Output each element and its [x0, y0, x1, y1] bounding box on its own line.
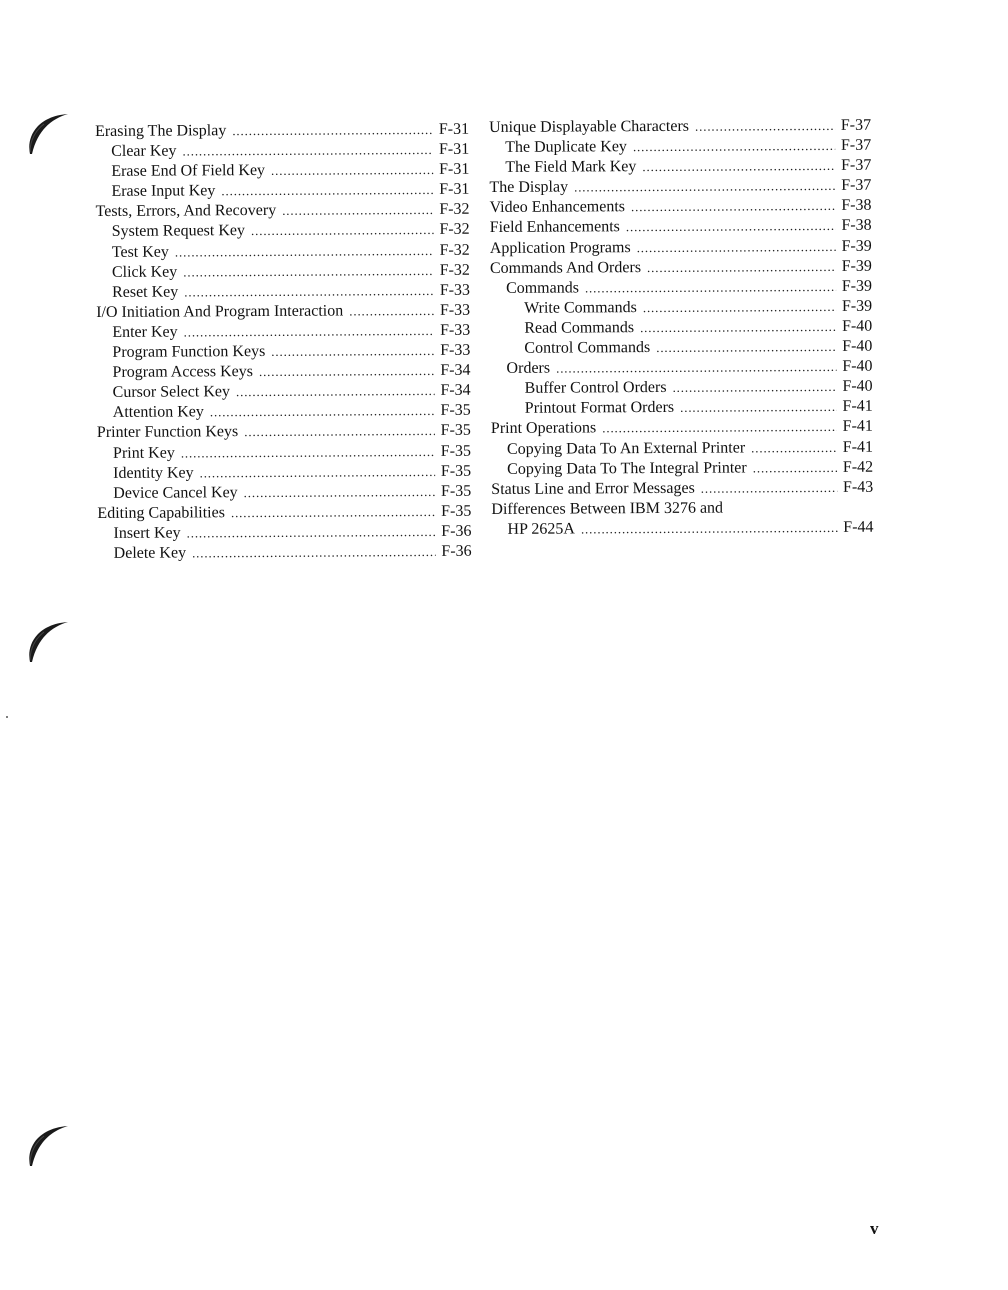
toc-entry[interactable]: [97, 501, 471, 523]
punch-hole-mark: [24, 618, 72, 664]
toc-entry-title: Field Enhancements: [489, 218, 620, 237]
toc-dot-leader: [183, 261, 434, 283]
toc-entry-page: F-33: [439, 301, 471, 319]
toc-entry-title: Program Function Keys: [112, 342, 266, 361]
toc-entry[interactable]: [490, 216, 872, 238]
toc-entry-title: Status Line and Error Messages: [491, 479, 695, 498]
toc-entry-title: Enter Key: [112, 323, 178, 341]
toc-entry-title: Erasing The Display: [95, 122, 227, 140]
toc-entry-page: F-32: [439, 221, 470, 239]
toc-entry-page: F-31: [438, 140, 470, 158]
toc-entry-title: Reset Key: [111, 283, 179, 301]
toc-dot-leader: [221, 180, 433, 201]
toc-entry[interactable]: [96, 240, 470, 262]
toc-dot-leader: [231, 502, 435, 523]
toc-entry-page: F-42: [842, 458, 874, 476]
toc-entry-page: F-36: [441, 542, 472, 560]
toc-entry-page: F-31: [438, 120, 470, 138]
toc-entry[interactable]: [97, 461, 471, 483]
toc-dot-leader: [753, 457, 837, 478]
toc-entry[interactable]: [96, 321, 470, 343]
toc-entry-page: F-39: [841, 257, 872, 275]
toc-entry-title: Print Operations: [490, 419, 597, 438]
toc-dot-leader: [602, 417, 837, 438]
toc-dot-leader: [200, 462, 435, 483]
toc-column-left: [95, 120, 472, 564]
toc-dot-leader: [232, 120, 433, 141]
toc-entry-title: Program Access Keys: [112, 363, 254, 382]
toc-dot-leader: [184, 281, 434, 303]
toc-dot-leader: [182, 140, 433, 162]
toc-entry[interactable]: [489, 116, 871, 138]
toc-dot-leader: [751, 437, 837, 458]
toc-entry[interactable]: [490, 317, 872, 339]
toc-entry-page: F-40: [842, 377, 873, 396]
toc-entry-title: Attention Key: [112, 403, 204, 422]
toc-entry[interactable]: [490, 276, 872, 298]
toc-entry-page: F-39: [841, 277, 873, 295]
toc-entry-page: F-33: [439, 321, 471, 339]
toc-entry-page: F-41: [842, 397, 873, 416]
toc-entry-page: F-37: [840, 116, 872, 134]
toc-entry-page: F-37: [841, 156, 872, 175]
toc-entry-title: Copying Data To The Integral Printer: [507, 459, 747, 478]
toc-entry-title: Commands And Orders: [489, 258, 642, 277]
toc-entry-page: F-41: [842, 418, 873, 436]
toc-dot-leader: [175, 240, 434, 262]
toc-dot-leader: [637, 236, 836, 257]
toc-entry[interactable]: [490, 256, 872, 278]
toc-entry-page: F-39: [841, 297, 873, 315]
toc-entry-page: F-32: [439, 261, 470, 279]
toc-entry-page: F-32: [439, 201, 470, 219]
toc-entry[interactable]: [491, 417, 873, 439]
toc-entry[interactable]: [97, 441, 471, 463]
toc-entry[interactable]: [491, 437, 873, 459]
toc-dot-leader: [184, 321, 435, 343]
toc-entry-title: Print Key: [112, 444, 175, 462]
punch-hole-mark: [24, 1122, 72, 1168]
toc-dot-leader: [210, 401, 435, 422]
toc-entry-page: F-34: [440, 381, 471, 400]
toc-dot-leader: [259, 361, 434, 382]
toc-dot-leader: [181, 441, 435, 463]
toc-dot-leader: [680, 397, 837, 418]
toc-entry-page: F-31: [439, 160, 470, 179]
toc-entry[interactable]: [489, 196, 871, 218]
toc-entry-title: Cursor Select Key: [112, 383, 231, 402]
toc-entry-title: Commands: [505, 279, 579, 297]
toc-dot-leader: [271, 160, 433, 181]
toc-entry-title: Control Commands: [524, 339, 651, 357]
toc-entry[interactable]: [96, 341, 470, 363]
toc-dot-leader: [581, 518, 837, 540]
toc-entry[interactable]: [491, 377, 873, 399]
toc-entry[interactable]: [491, 518, 873, 540]
toc-dot-leader: [251, 220, 434, 241]
toc-dot-leader: [187, 522, 436, 544]
toc-entry-page: F-35: [440, 442, 472, 460]
toc-dot-leader: [585, 277, 836, 299]
toc-entry[interactable]: [96, 220, 470, 242]
toc-entry-page: F-31: [439, 180, 470, 199]
toc-entry-page: F-35: [440, 462, 472, 480]
toc-dot-leader: [192, 542, 435, 563]
toc-entry-page: F-37: [840, 136, 872, 154]
toc-dot-leader: [633, 136, 835, 157]
toc-entry-title: Unique Displayable Characters: [489, 117, 690, 136]
toc-entry-title: Insert Key: [113, 524, 181, 542]
toc-entry-title: Click Key: [111, 263, 178, 281]
toc-entry[interactable]: [490, 236, 872, 258]
toc-entry[interactable]: [96, 361, 470, 383]
toc-entry-title: Differences Between IBM 3276 and: [491, 499, 724, 518]
toc-entry[interactable]: [97, 522, 471, 544]
toc-entry-title: Write Commands: [524, 298, 637, 317]
toc-entry-title: I/O Initiation And Program Interaction: [96, 302, 344, 321]
toc-entry[interactable]: [95, 140, 469, 162]
toc-entry-title: HP 2625A: [507, 520, 575, 538]
toc-dot-leader: [574, 176, 835, 198]
toc-entry-page: F-35: [441, 502, 472, 520]
toc-entry[interactable]: [95, 120, 469, 142]
toc-entry[interactable]: [491, 477, 873, 499]
toc-dot-leader: [236, 381, 435, 402]
toc-entry-title: Device Cancel Key: [113, 483, 238, 502]
toc-entry-title: Buffer Control Orders: [524, 379, 667, 398]
toc-entry-page: F-40: [841, 317, 873, 335]
toc-entry-title: Erase Input Key: [111, 182, 216, 201]
toc-entry-title: Printer Function Keys: [96, 423, 239, 442]
toc-entry-title: The Display: [489, 178, 569, 197]
toc-dot-leader: [642, 156, 835, 177]
toc-entry-page: F-38: [841, 217, 872, 235]
toc-entry-title: Copying Data To An External Printer: [506, 438, 746, 458]
toc-entry-title: Erase End Of Field Key: [111, 162, 266, 181]
toc-dot-leader: [556, 357, 836, 379]
toc-entry[interactable]: [97, 401, 471, 423]
toc-entry-page: F-40: [842, 337, 873, 355]
toc-entry-page: F-39: [841, 237, 872, 255]
toc-dot-leader: [631, 196, 835, 217]
toc-entry-page: F-35: [440, 402, 471, 420]
toc-entry-page: F-32: [439, 241, 470, 259]
toc-entry-title: The Field Mark Key: [505, 158, 637, 177]
punch-hole-mark: [24, 110, 72, 156]
toc-entry-page: F-41: [842, 438, 874, 456]
scan-speck: [6, 716, 8, 718]
toc-entry[interactable]: [95, 180, 469, 202]
toc-entry[interactable]: [98, 542, 472, 564]
toc-column-right: [489, 116, 874, 540]
toc-dot-leader: [640, 317, 836, 338]
toc-entry-page: F-37: [841, 176, 872, 195]
toc-entry-title: Read Commands: [524, 319, 635, 337]
toc-entry-page: F-43: [842, 478, 874, 496]
toc-entry[interactable]: [96, 280, 470, 302]
toc-entry[interactable]: [489, 176, 871, 198]
toc-entry[interactable]: [97, 421, 471, 443]
toc-entry-title: The Duplicate Key: [505, 138, 627, 156]
toc-entry[interactable]: [95, 200, 469, 222]
toc-entry-title: Video Enhancements: [489, 198, 626, 217]
toc-entry-page: F-35: [440, 482, 472, 500]
toc-entry-title: Orders: [506, 359, 551, 378]
toc-entry[interactable]: [491, 397, 873, 419]
toc-entry[interactable]: [491, 457, 873, 479]
toc-entry-title: Delete Key: [113, 544, 187, 562]
toc-entry[interactable]: [95, 160, 469, 182]
toc-dot-leader: [349, 301, 434, 322]
toc-entry-page: F-33: [439, 281, 471, 299]
toc-dot-leader: [643, 297, 836, 318]
toc-entry-page: F-35: [440, 422, 471, 440]
toc-dot-leader: [244, 482, 435, 503]
toc-dot-leader: [656, 337, 836, 358]
page-number: v: [870, 1219, 879, 1238]
toc-entry-title: Tests, Errors, And Recovery: [95, 202, 277, 221]
toc-dot-leader: [271, 341, 434, 362]
toc-entry-title: Clear Key: [111, 142, 177, 160]
toc-entry[interactable]: [97, 381, 471, 403]
toc-entry[interactable]: [491, 497, 873, 519]
toc-entry-page: F-40: [842, 357, 873, 375]
toc-entry[interactable]: [97, 481, 471, 503]
toc-dot-leader: [282, 200, 433, 221]
toc-dot-leader: [626, 216, 836, 237]
toc-entry[interactable]: [96, 301, 470, 323]
toc-entry[interactable]: [490, 337, 872, 359]
toc-entry[interactable]: [489, 136, 871, 158]
toc-entry-page: F-34: [440, 361, 471, 380]
toc-entry-title: Editing Capabilities: [97, 503, 225, 522]
toc-entry-page: F-38: [841, 197, 872, 215]
toc-entry[interactable]: [96, 260, 470, 282]
toc-entry-page: F-36: [441, 522, 472, 540]
toc-entry-title: Printout Format Orders: [524, 399, 675, 418]
toc-dot-leader: [701, 478, 837, 499]
toc-entry-page: F-33: [440, 341, 471, 359]
toc-dot-leader: [695, 116, 835, 137]
toc-entry-title: Application Programs: [489, 238, 631, 257]
toc-dot-leader: [244, 421, 435, 442]
toc-entry[interactable]: [490, 297, 872, 319]
toc-entry[interactable]: [490, 357, 872, 379]
toc-dot-leader: [647, 257, 836, 278]
toc-entry-title: System Request Key: [111, 222, 246, 241]
toc-dot-leader: [672, 377, 836, 398]
toc-entry[interactable]: [489, 156, 871, 178]
toc-entry-page: F-44: [843, 518, 874, 536]
toc-entry-title: Test Key: [111, 243, 169, 261]
toc-entry-title: Identity Key: [113, 463, 194, 482]
